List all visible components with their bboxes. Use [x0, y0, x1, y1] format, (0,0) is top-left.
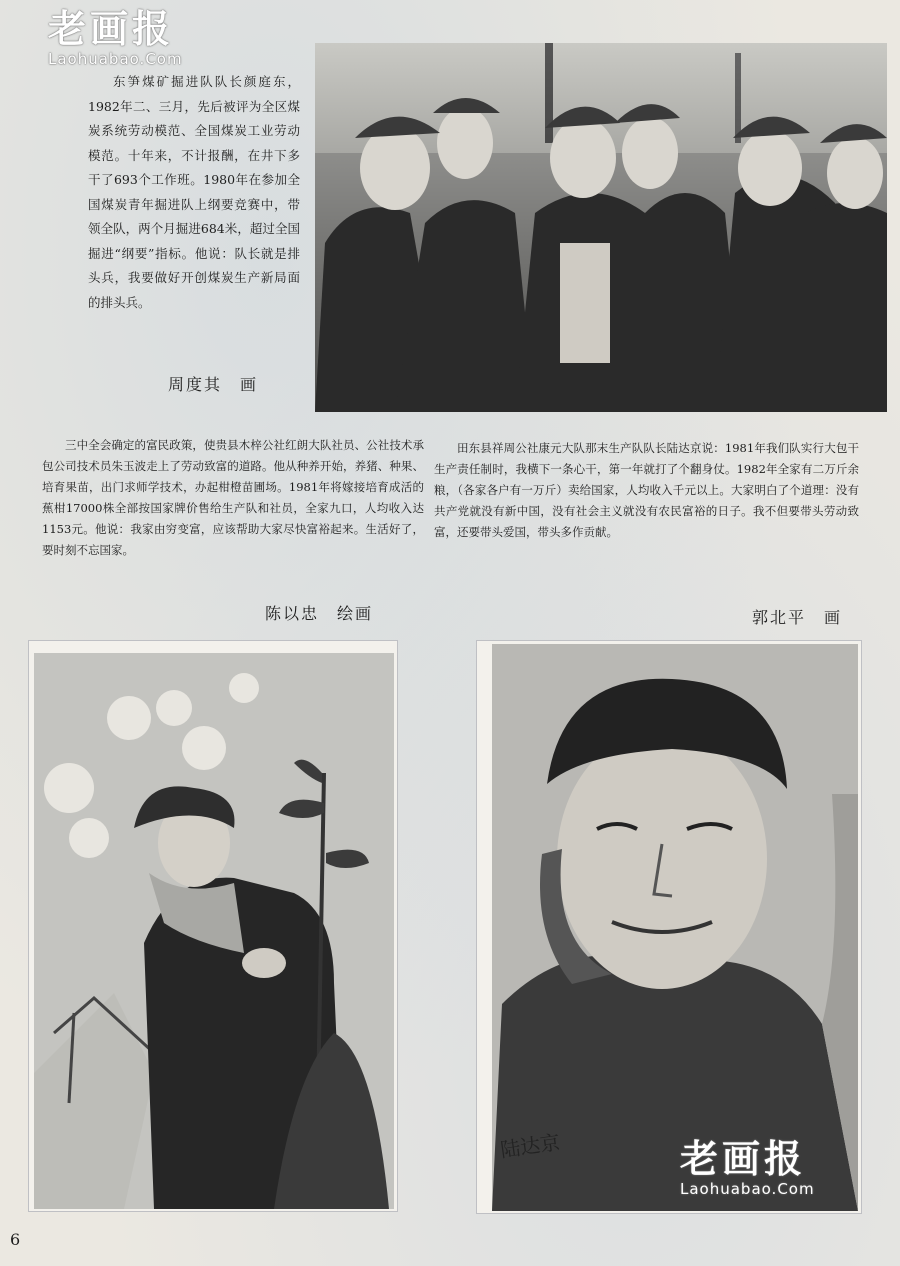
painting-farmer-with-seedling: [34, 653, 394, 1209]
article-lu-dajing: 田东县祥周公社康元大队那末生产队队长陆达京说：1981年我们队实行大包干生产责任制时，我横下一条心干，第一年就打了个翻身仗。1982年全家有二万斤余粮，（各家各户有一万斤）卖给国家，人均收入千元以上。大家明白了个道理：没有共产党就没有新中国，没有社会主义就没有农民富裕的日子。我不但要带头劳动致富，还要带头爱国，带头多作贡献。: [434, 441, 859, 539]
artist-signature: 陆达京: [498, 1129, 562, 1163]
caption-artist-guo: 郭北平 画: [752, 608, 843, 627]
page-number: 6: [10, 1230, 21, 1249]
article-zhu-yubo: 三中全会确定的富民政策，使贵县木梓公社红朗大队社员、公社技术承包公司技术员朱玉波走上了劳动致富的道路。他从种养开始，养猪、种果、培育果苗，出门求师学技术，办起柑橙苗圃场。1981年将嫁接培育成活的蕉柑17000株全部按国家牌价售给生产队和社员，全家九口，人均收入达1153元。他说：我家由穷变富，应该帮助大家尽快富裕起来。生活好了，要时刻不忘国家。: [42, 438, 424, 557]
painting-coal-miners: [315, 43, 887, 412]
watermark-title-bottom: 老画报: [680, 1137, 807, 1181]
watermark-url: Laohuabao.Com: [48, 50, 183, 68]
watermark-title: 老画报: [48, 7, 175, 51]
portrait-team-leader: [492, 644, 858, 1211]
watermark-top: [48, 8, 183, 68]
caption-artist-chen: 陈以忠 绘画: [265, 604, 374, 623]
caption-artist-zhou: 周度其 画: [168, 375, 259, 394]
watermark-url-bottom: Laohuabao.Com: [680, 1180, 815, 1198]
watermark-bottom: [680, 1138, 815, 1198]
intro-text: 东笋煤矿掘进队队长颜庭东，1982年二、三月，先后被评为全区煤炭系统劳动模范、全国煤炭工业劳动模范。十年来，不计报酬，在井下多干了693个工作班。1980年在参加全国煤炭青年掘进队上纲要竞赛中，带领全队，两个月掘进684米，超过全国掘进“纲要”指标。他说：队长就是排头兵，我要做好开创煤炭生产新局面的排头兵。: [88, 74, 300, 310]
